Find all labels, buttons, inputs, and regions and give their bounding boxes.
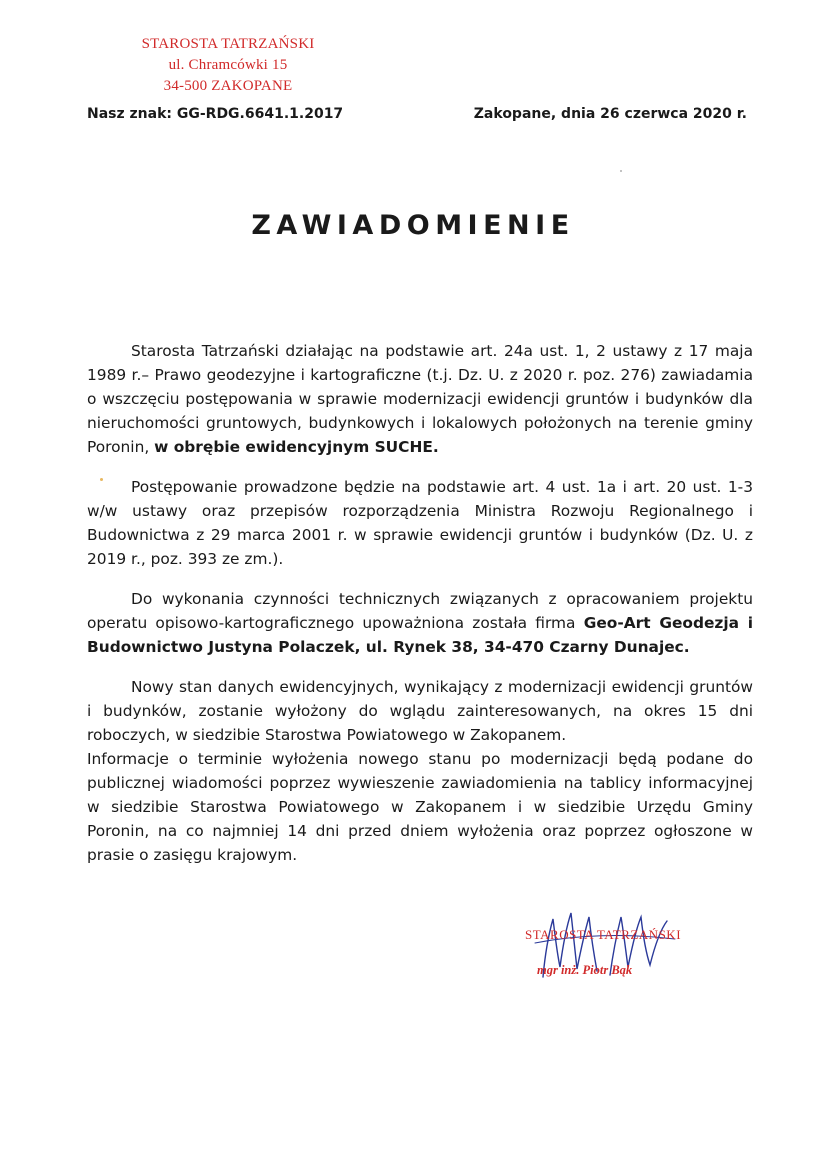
document-title: ZAWIADOMIENIE [251, 210, 575, 241]
signature-title: STAROSTA TATRZAŃSKI [525, 927, 682, 942]
office-stamp [108, 34, 348, 97]
paragraph-emphasis: w obrębie ewidencyjnym SUCHE. [154, 438, 439, 456]
reference-number: Nasz znak: GG-RDG.6641.1.2017 [87, 106, 344, 122]
signature-name: mgr inż. Piotr Bąk [537, 963, 633, 977]
document-body [87, 339, 753, 867]
scan-speck [100, 478, 103, 481]
signature-block [505, 905, 720, 990]
stamp-office-name: STAROSTA TATRZAŃSKI [141, 36, 315, 52]
paragraph-text: Starosta Tatrzański działając na podstawie art. 24a ust. 1, 2 ustawy z 17 maja 1989 r.– Prawo geodezyjne i kartograficzne (t.j. Dz. U. z 2020 r. poz. 276) zawiadamia o wszczęciu postępowania w sprawie modernizacji ewidencji gruntów i budynków dla nieruchomości gruntowych, budynkowych i lokalowych położonych na terenie gminy Poronin, [87, 342, 753, 456]
paragraph-contractor [87, 587, 753, 659]
contractor-name: Geo-Art Geodezja i Budownictwo Justyna Polaczek, ul. Rynek 38, 34-470 Czarny Dunajec. [87, 614, 753, 656]
paragraph-legal-basis [87, 339, 753, 459]
place-date: Zakopane, dnia 26 czerwca 2020 r. [473, 106, 747, 122]
reference-line [87, 106, 747, 122]
paragraph-information: Informacje o terminie wyłożenia nowego stanu po modernizacji będą podane do publicznej wiadomości poprzez wywieszenie zawiadomienia na tablicy informacyjnej w siedzibie Starostwa Powiatowego w Zakopanem i w siedzibie Urzędu Gminy Poronin, na co najmniej 14 dni przed dniem wyłożenia oraz poprzez ogłoszone w prasie o zasięgu krajowym. [87, 750, 753, 864]
scan-speck [620, 170, 622, 172]
paragraph-procedure: Postępowanie prowadzone będzie na podstawie art. 4 ust. 1a i art. 20 ust. 1-3 w/w ustawy oraz przepisów rozporządzenia Ministra Rozwoju Regionalnego i Budownictwa z 29 marca 2001 r. w sprawie ewidencji gruntów i budynków (Dz. U. z 2019 r., poz. 393 ze zm.). [87, 478, 753, 568]
stamp-city: 34-500 ZAKOPANE [163, 78, 293, 94]
paragraph-new-data: Nowy stan danych ewidencyjnych, wynikający z modernizacji ewidencji gruntów i budynków, zostanie wyłożony do wglądu zainteresowanych, na okres 15 dni roboczych, w siedzibie Starostwa Powiatowego w Zakopanem. [87, 678, 753, 744]
paragraph-text: Do wykonania czynności technicznych związanych z opracowaniem projektu operatu opisowo-kartograficznego upoważniona została firma [87, 590, 753, 632]
stamp-street: ul. Chramcówki 15 [168, 57, 288, 73]
